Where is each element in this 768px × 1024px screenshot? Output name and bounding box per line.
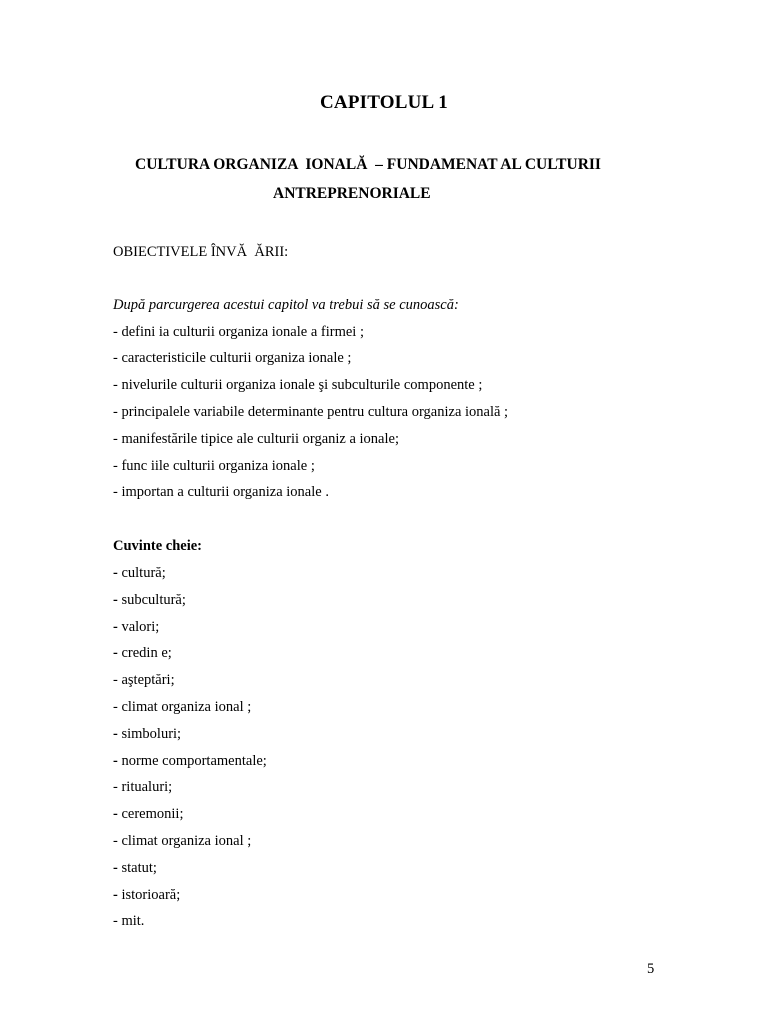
- keyword-dash: -: [113, 565, 118, 581]
- keyword-text: cultură;: [117, 565, 166, 581]
- objectives-heading: OBIECTIVELE ÎNVĂ ĂRII:: [113, 244, 289, 260]
- keyword-text: subcultură;: [117, 592, 186, 608]
- keyword-text: valori;: [117, 619, 160, 635]
- chapter-heading: CAPITOLUL 1: [319, 92, 449, 113]
- keyword-text: ritualuri;: [117, 779, 173, 795]
- keyword-text: mit.: [117, 913, 145, 929]
- keyword-dash: -: [113, 913, 118, 929]
- keyword-item: [113, 833, 251, 850]
- objective-item: - caracteristicile culturii organiza ionale ;: [113, 350, 352, 366]
- keyword-text: climat organiza ional ;: [117, 699, 252, 715]
- keyword-text: aşteptări;: [117, 672, 175, 688]
- keyword-text: norme comportamentale;: [117, 753, 267, 769]
- objective-item: - importan a culturii organiza ionale .: [113, 484, 329, 500]
- keyword-text: credin e;: [117, 645, 172, 661]
- keyword-text: simboluri;: [117, 726, 182, 742]
- keyword-item: [113, 753, 267, 770]
- keyword-text: statut;: [117, 860, 157, 876]
- chapter-title-line-1: CULTURA ORGANIZA IONALĂ – FUNDAMENAT AL CULTURII: [135, 156, 601, 173]
- keyword-item: [113, 592, 186, 609]
- keywords-heading: Cuvinte cheie:: [113, 538, 202, 554]
- keyword-dash: -: [113, 645, 118, 661]
- keyword-item: [113, 565, 166, 582]
- keyword-item: [113, 645, 172, 662]
- objective-item: - nivelurile culturii organiza ionale şi subculturile componente ;: [113, 377, 483, 393]
- keyword-dash: -: [113, 833, 118, 849]
- chapter-title-line-2: ANTREPRENORIALE: [273, 185, 431, 202]
- keyword-text: istorioară;: [117, 887, 181, 903]
- keyword-dash: -: [113, 699, 118, 715]
- objective-item: - principalele variabile determinante pentru cultura organiza ională ;: [113, 404, 509, 420]
- keyword-dash: -: [113, 887, 118, 903]
- keyword-item: [113, 806, 183, 823]
- keyword-dash: -: [113, 753, 118, 769]
- page-number: 5: [647, 961, 655, 977]
- objective-item: - defini ia culturii organiza ionale a firmei ;: [113, 324, 364, 340]
- keyword-item: [113, 726, 181, 743]
- keyword-dash: -: [113, 619, 118, 635]
- keyword-dash: -: [113, 672, 118, 688]
- keyword-text: ceremonii;: [117, 806, 184, 822]
- keyword-item: [113, 672, 175, 689]
- keyword-text: climat organiza ional ;: [117, 833, 252, 849]
- keyword-item: [113, 887, 180, 904]
- keyword-dash: -: [113, 806, 118, 822]
- keyword-item: [113, 699, 251, 716]
- objectives-intro: După parcurgerea acestui capitol va trebui să se cunoască:: [113, 297, 459, 313]
- keyword-dash: -: [113, 592, 118, 608]
- keyword-item: [113, 913, 144, 930]
- objective-item: - func iile culturii organiza ionale ;: [113, 458, 315, 474]
- keyword-item: [113, 779, 172, 796]
- keyword-item: [113, 619, 159, 636]
- keyword-dash: -: [113, 726, 118, 742]
- keyword-dash: -: [113, 860, 118, 876]
- keyword-item: [113, 860, 157, 877]
- keyword-dash: -: [113, 779, 118, 795]
- objective-item: - manifestările tipice ale culturii organiz a ionale;: [113, 431, 399, 447]
